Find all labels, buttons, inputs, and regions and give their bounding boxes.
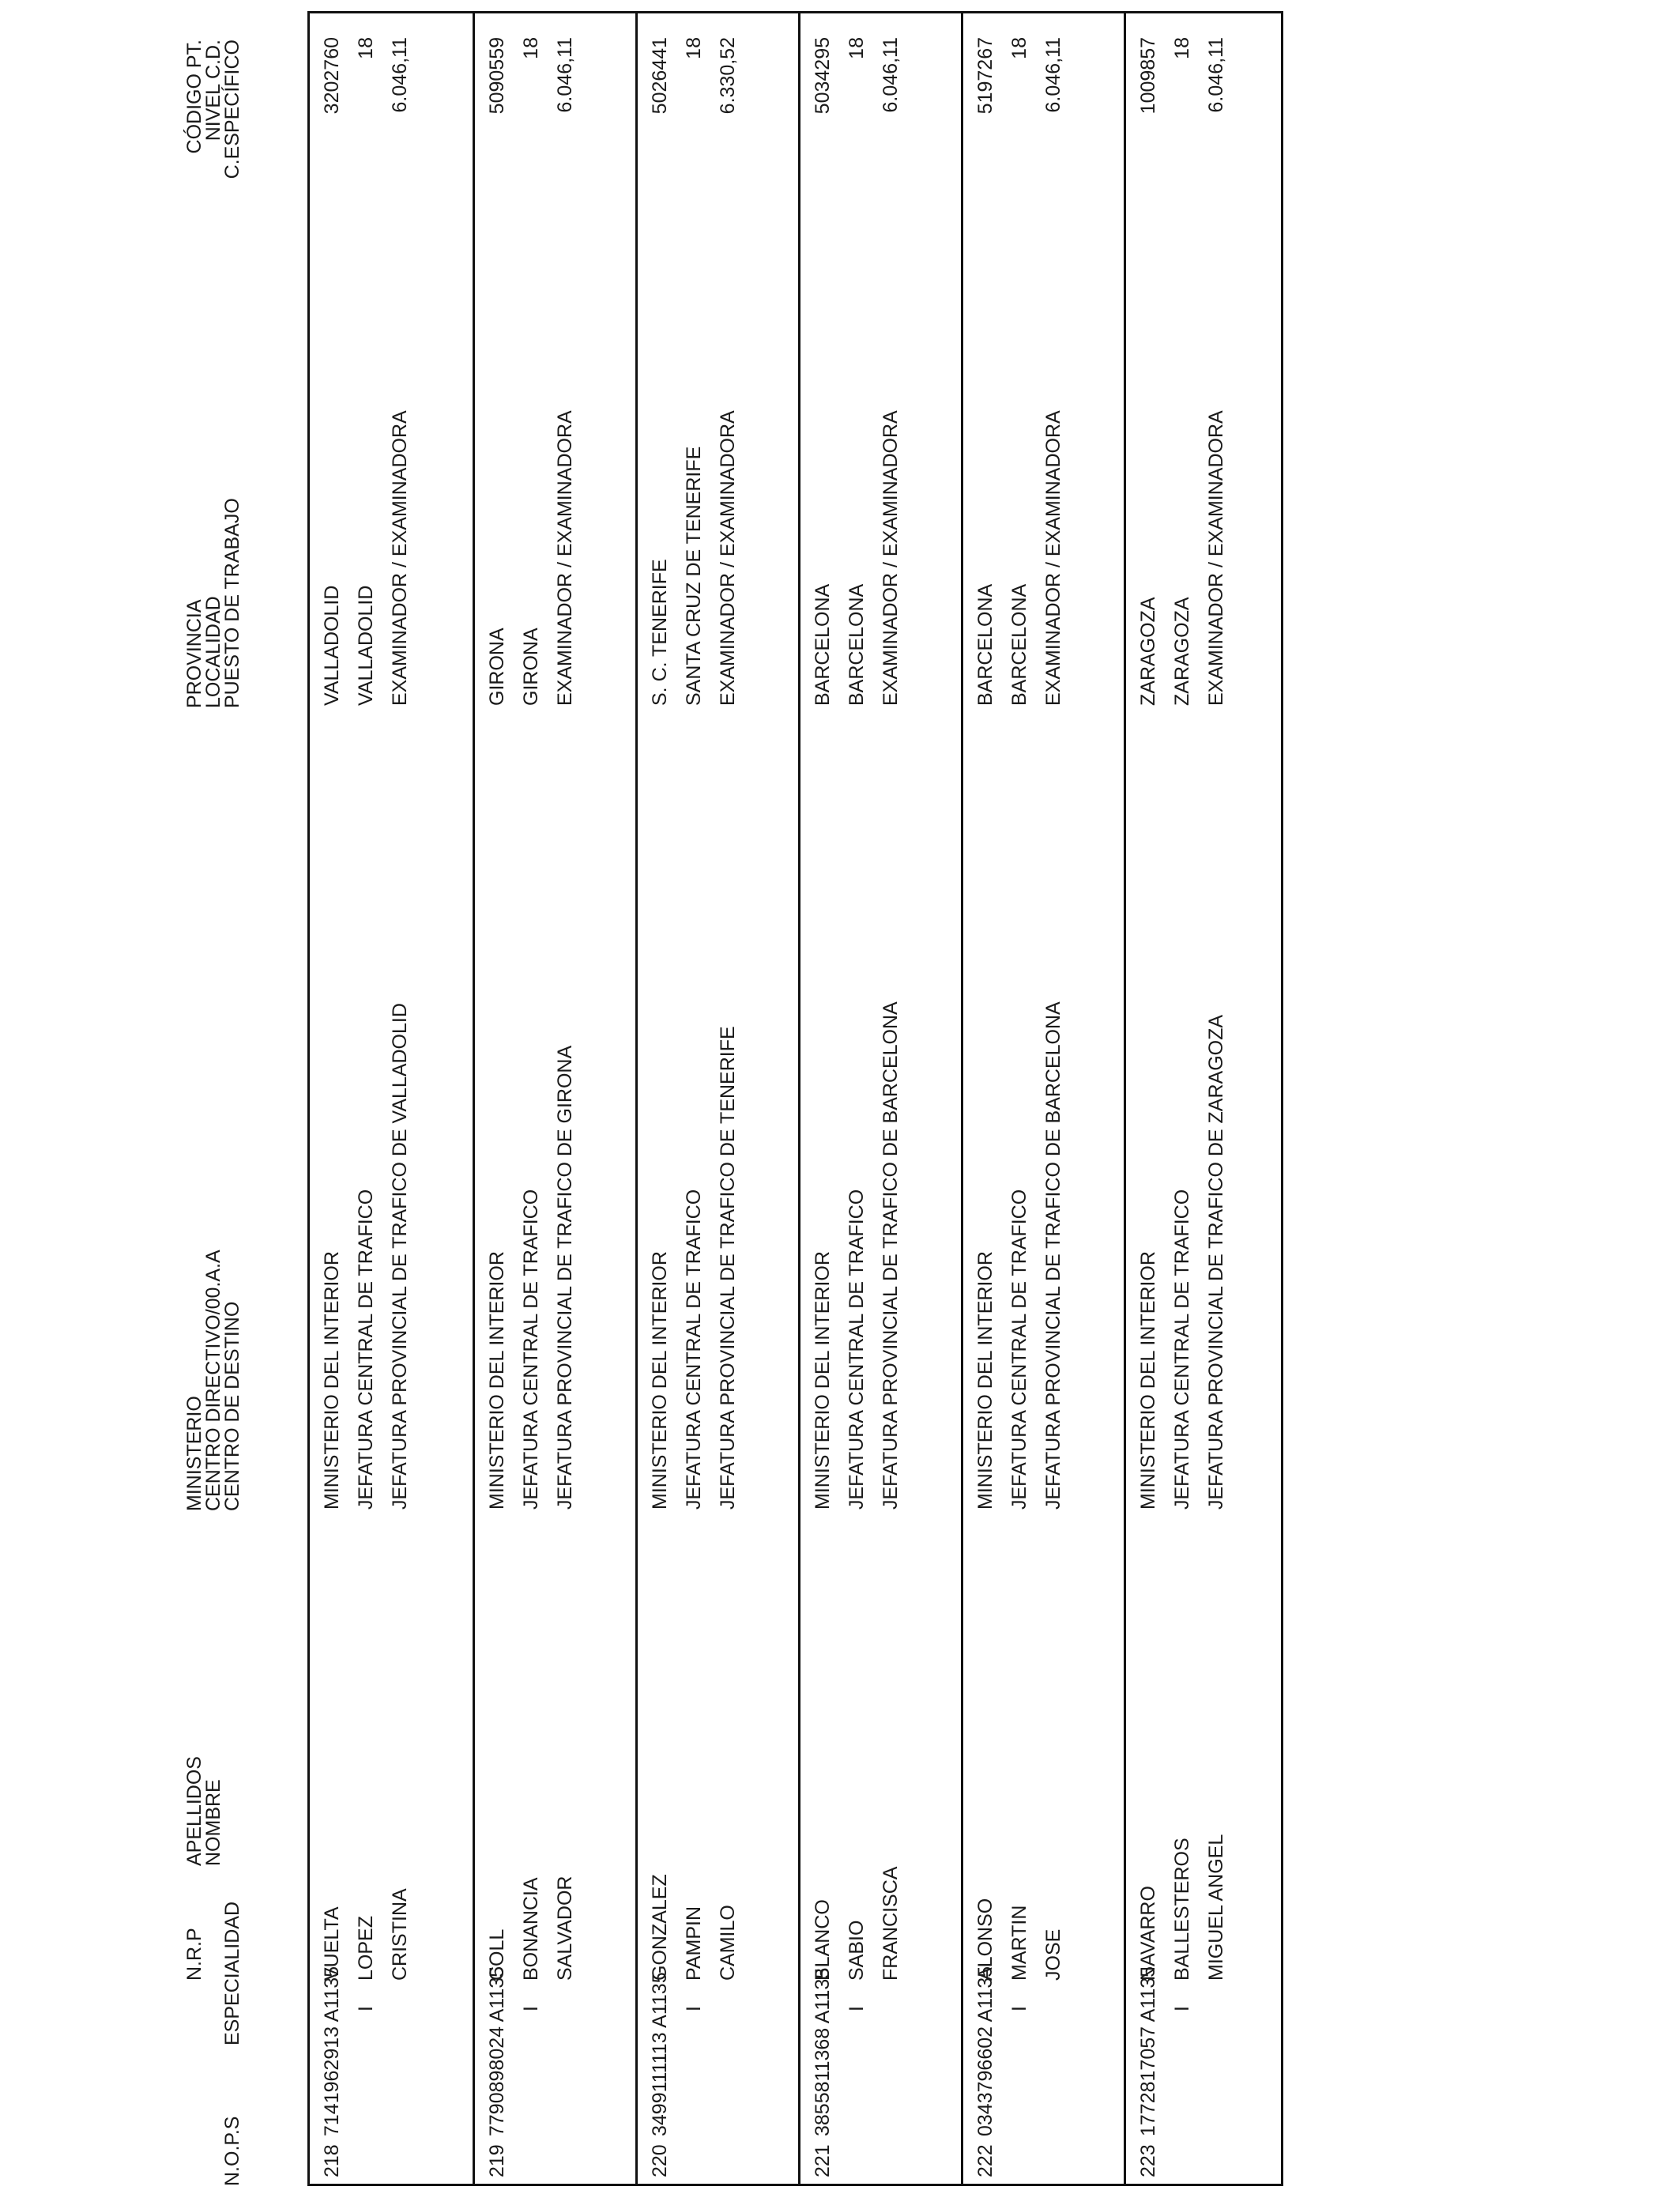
cell-provincia: ZARAGOZA [1137, 597, 1159, 706]
header-nivel: NIVEL C.D. [202, 40, 224, 141]
cell-ministerio: MINISTERIO DEL INTERIOR [1137, 1251, 1159, 1510]
cell-localidad: ZARAGOZA [1171, 597, 1193, 706]
cell-puesto: EXAMINADOR / EXAMINADORA [717, 410, 739, 706]
cell-localidad: GIRONA [520, 628, 542, 706]
header-provincia: PROVINCIA [183, 599, 205, 708]
cell-centro-destino: JEFATURA PROVINCIAL DE TRAFICO DE TENERIFE [717, 1026, 739, 1510]
cell-apellido1: BLANCO [812, 1899, 834, 1981]
cell-especifico: 6.046,11 [389, 37, 411, 113]
header-ministerio: MINISTERIO [183, 1396, 205, 1511]
cell-nombre: FRANCISCA [880, 1866, 902, 1981]
table-row [635, 13, 798, 2184]
cell-puesto: EXAMINADOR / EXAMINADORA [880, 410, 902, 706]
cell-apellido1: COLL [486, 1928, 508, 1981]
cell-especialidad: I [846, 2006, 868, 2011]
header-nrp: N.R.P [183, 1928, 205, 1981]
cell-provincia: BARCELONA [974, 583, 996, 706]
cell-apellido2: BONANCIA [520, 1877, 542, 1981]
cell-nops: 221 [812, 2144, 834, 2177]
cell-centro-directivo: JEFATURA CENTRAL DE TRAFICO [520, 1189, 542, 1510]
cell-especialidad: I [355, 2006, 377, 2011]
cell-especifico: 6.330,52 [717, 37, 739, 115]
cell-nombre: CRISTINA [389, 1888, 411, 1981]
cell-nops: 220 [649, 2144, 671, 2177]
cell-nivel: 18 [355, 37, 377, 59]
cell-apellido1: GONZALEZ [649, 1874, 671, 1981]
header-apellidos-group [185, 1756, 223, 1866]
cell-puesto: EXAMINADOR / EXAMINADORA [389, 410, 411, 706]
cell-nombre: MIGUEL ANGEL [1205, 1834, 1227, 1981]
table-row [798, 13, 961, 2184]
cell-nivel: 18 [1008, 37, 1030, 59]
header-nops-group [185, 2117, 242, 2186]
cell-nrp: 7141962913 A1135 [321, 1966, 343, 2136]
cell-centro-destino: JEFATURA PROVINCIAL DE TRAFICO DE ZARAGOZA [1205, 1014, 1227, 1510]
cell-nops: 219 [486, 2144, 508, 2177]
cell-localidad: VALLADOLID [355, 585, 377, 706]
cell-localidad: BARCELONA [1008, 583, 1030, 706]
header-nombre: NOMBRE [202, 1779, 224, 1866]
cell-nrp: 3499111113 A1135 [649, 1972, 671, 2136]
cell-nivel: 18 [683, 37, 705, 59]
cell-centro-directivo: JEFATURA CENTRAL DE TRAFICO [683, 1189, 705, 1510]
cell-codigo: 5034295 [812, 37, 834, 115]
cell-especialidad: I [520, 2006, 542, 2011]
cell-nivel: 18 [520, 37, 542, 59]
table-row [473, 13, 635, 2184]
table-row [961, 13, 1124, 2184]
cell-nivel: 18 [1171, 37, 1193, 59]
cell-provincia: GIRONA [486, 628, 508, 706]
cell-apellido1: ALONSO [974, 1898, 996, 1981]
cell-apellido2: LOPEZ [355, 1916, 377, 1981]
cell-nombre: JOSE [1042, 1928, 1064, 1981]
cell-apellido2: SABIO [846, 1920, 868, 1981]
cell-nrp: 7790898024 A1135 [486, 1966, 508, 2136]
cell-nrp: 1772817057 A1135 [1137, 1966, 1159, 2136]
cell-centro-destino: JEFATURA PROVINCIAL DE TRAFICO DE GIRONA [554, 1045, 576, 1510]
cell-nrp: 0343796602 A1135 [974, 1966, 996, 2136]
cell-apellido2: BALLESTEROS [1171, 1838, 1193, 1981]
cell-apellido2: MARTIN [1008, 1905, 1030, 1981]
header-centro-destino: CENTRO DE DESTINO [221, 1301, 243, 1511]
cell-ministerio: MINISTERIO DEL INTERIOR [812, 1251, 834, 1510]
header-nrp-group [183, 1901, 243, 2045]
header-destino-group [185, 1250, 242, 1511]
cell-codigo: 1009857 [1137, 37, 1159, 115]
cell-apellido1: NAVARRO [1137, 1886, 1159, 1981]
cell-nops: 218 [321, 2144, 343, 2177]
cell-codigo: 5197267 [974, 37, 996, 115]
cell-provincia: VALLADOLID [321, 585, 343, 706]
cell-especifico: 6.046,11 [1042, 37, 1064, 113]
cell-especifico: 6.046,11 [880, 37, 902, 113]
header-puesto: PUESTO DE TRABAJO [221, 498, 243, 708]
cell-centro-destino: JEFATURA PROVINCIAL DE TRAFICO DE BARCELONA [1042, 1001, 1064, 1510]
cell-nops: 222 [974, 2144, 996, 2177]
header-codigo: CÓDIGO PT. [183, 40, 205, 154]
header-apellidos: APELLIDOS [183, 1756, 205, 1866]
cell-puesto: EXAMINADOR / EXAMINADORA [554, 410, 576, 706]
cell-nombre: SALVADOR [554, 1875, 576, 1981]
cell-centro-destino: JEFATURA PROVINCIAL DE TRAFICO DE VALLADOLID [389, 1003, 411, 1510]
cell-codigo: 5090559 [486, 37, 508, 115]
cell-centro-directivo: JEFATURA CENTRAL DE TRAFICO [846, 1189, 868, 1510]
cell-provincia: BARCELONA [812, 583, 834, 706]
records-table [307, 11, 1283, 2186]
cell-puesto: EXAMINADOR / EXAMINADORA [1205, 410, 1227, 706]
cell-nivel: 18 [846, 37, 868, 59]
cell-nombre: CAMILO [717, 1905, 739, 1981]
cell-especifico: 6.046,11 [1205, 37, 1227, 113]
cell-centro-directivo: JEFATURA CENTRAL DE TRAFICO [355, 1189, 377, 1510]
header-localidad: LOCALIDAD [202, 596, 224, 708]
cell-nrp: 3855811368 A1135 [812, 1967, 834, 2136]
cell-especialidad: I [683, 2006, 705, 2011]
cell-apellido1: VUELTA [321, 1906, 343, 1981]
cell-localidad: BARCELONA [846, 583, 868, 706]
cell-codigo: 5026441 [649, 37, 671, 115]
cell-especialidad: I [1008, 2006, 1030, 2011]
cell-ministerio: MINISTERIO DEL INTERIOR [486, 1251, 508, 1510]
cell-ministerio: MINISTERIO DEL INTERIOR [321, 1251, 343, 1510]
cell-centro-directivo: JEFATURA CENTRAL DE TRAFICO [1171, 1189, 1193, 1510]
cell-provincia: S. C. TENERIFE [649, 559, 671, 706]
cell-especialidad: I [1171, 2006, 1193, 2011]
header-nops: N.O.P.S [221, 2116, 243, 2186]
cell-puesto: EXAMINADOR / EXAMINADORA [1042, 410, 1064, 706]
cell-centro-destino: JEFATURA PROVINCIAL DE TRAFICO DE BARCELONA [880, 1001, 902, 1510]
cell-apellido2: PAMPIN [683, 1906, 705, 1981]
header-centro-directivo: CENTRO DIRECTIVO/00.A.A [202, 1250, 224, 1511]
table-row [310, 13, 473, 2184]
header-provincia-group [185, 498, 242, 708]
cell-especifico: 6.046,11 [554, 37, 576, 113]
cell-localidad: SANTA CRUZ DE TENERIFE [683, 446, 705, 706]
cell-nops: 223 [1137, 2144, 1159, 2177]
cell-codigo: 3202760 [321, 37, 343, 115]
header-especialidad: ESPECIALIDAD [221, 1901, 243, 2045]
header-especifico: C.ESPECÍFICO [221, 40, 243, 179]
cell-centro-directivo: JEFATURA CENTRAL DE TRAFICO [1008, 1189, 1030, 1510]
cell-ministerio: MINISTERIO DEL INTERIOR [649, 1251, 671, 1510]
cell-ministerio: MINISTERIO DEL INTERIOR [974, 1251, 996, 1510]
table-row [1124, 13, 1286, 2184]
header-codigo-group [185, 40, 242, 182]
